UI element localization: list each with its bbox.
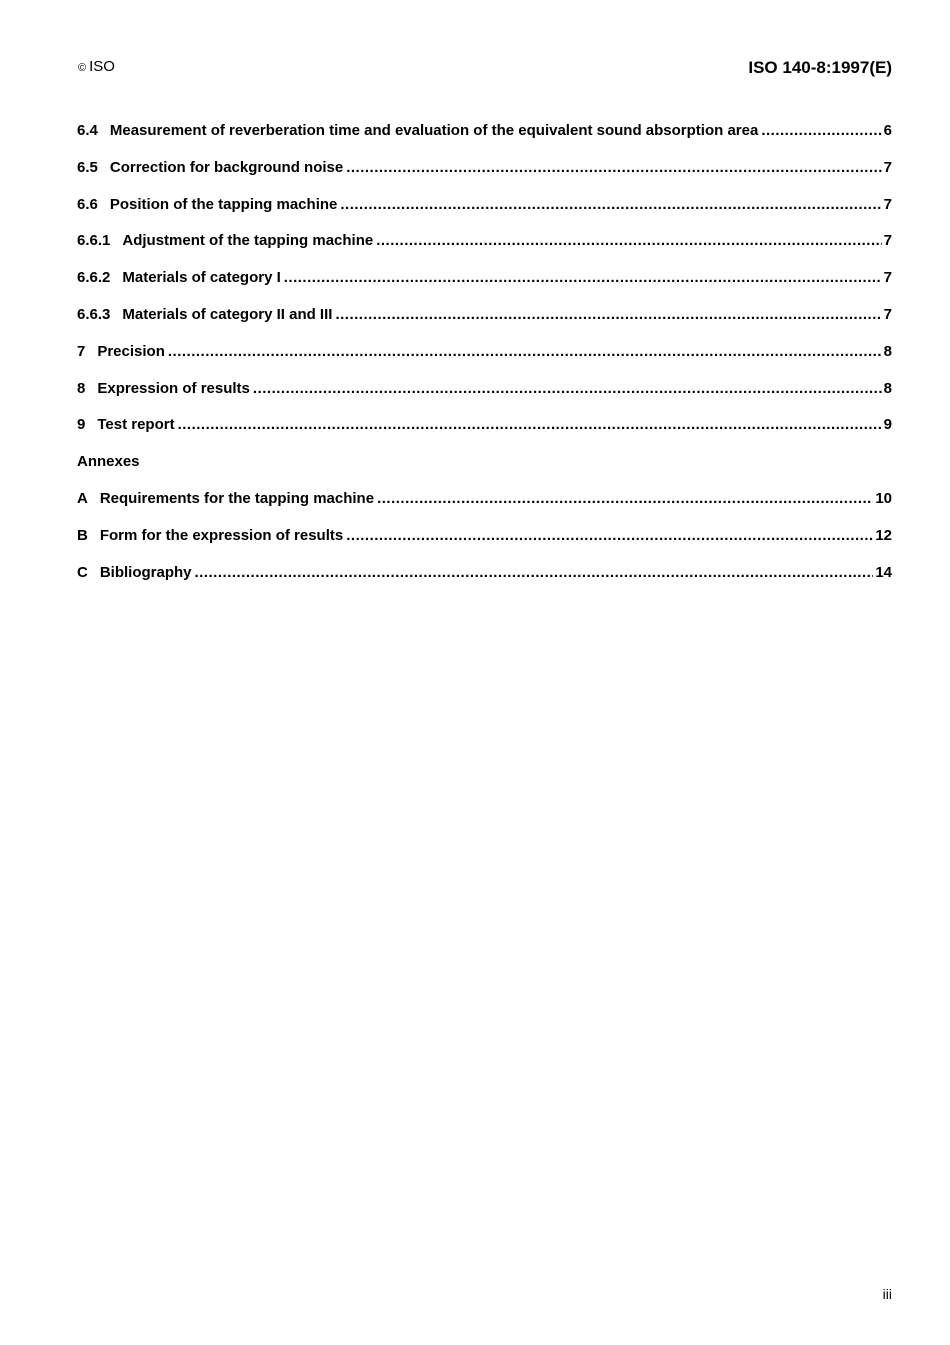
header-copyright — [78, 58, 115, 75]
toc-entry[interactable] — [77, 192, 892, 229]
toc-dot-leader — [377, 486, 873, 512]
toc-entry[interactable] — [77, 376, 892, 413]
toc-entry-page: 14 — [875, 563, 892, 581]
toc-entry-page: 8 — [883, 342, 892, 360]
toc-heading-label: Annexes — [77, 453, 140, 471]
toc-dot-leader — [178, 412, 882, 438]
toc-entry-number: C — [77, 563, 88, 581]
toc-entry-title: Form for the expression of results — [99, 526, 344, 544]
toc-entry-title: Materials of category I — [122, 269, 281, 287]
toc-entry[interactable] — [77, 523, 892, 560]
toc-entry-title: Adjustment of the tapping machine — [122, 232, 374, 250]
toc-entry-title: Test report — [97, 416, 175, 434]
toc-entry-page: 7 — [883, 232, 892, 250]
toc-entry-title: Materials of category II and III — [122, 305, 333, 323]
document-id: ISO 140-8:1997(E) — [748, 58, 892, 77]
toc-entry-page: 7 — [883, 195, 892, 213]
toc-entry-title: Correction for background noise — [109, 158, 344, 176]
toc-entry[interactable] — [77, 228, 892, 265]
toc-entry-page: 8 — [883, 379, 892, 397]
toc-entry[interactable] — [77, 155, 892, 192]
toc-entry[interactable] — [77, 265, 892, 302]
toc-entry-number: 6.5 — [77, 158, 98, 176]
table-of-contents — [77, 118, 892, 596]
toc-entry-title: Expression of results — [97, 379, 250, 397]
toc-entry-title: Requirements for the tapping machine — [99, 489, 375, 507]
toc-entry-page: 7 — [883, 158, 892, 176]
toc-entry-number: B — [77, 526, 88, 544]
toc-entry-title: Precision — [97, 342, 165, 360]
toc-entry-title: Measurement of reverberation time and evaluation of the equivalent sound absorption area — [109, 122, 759, 139]
toc-section-heading — [77, 449, 892, 486]
toc-dot-leader — [376, 228, 881, 254]
toc-dot-leader — [168, 339, 882, 365]
toc-entry[interactable] — [77, 560, 892, 597]
toc-entry-page: 12 — [875, 526, 892, 544]
toc-entry-number: 6.6.2 — [77, 269, 111, 287]
toc-entry-number: 6.6.1 — [77, 232, 111, 250]
toc-entry[interactable] — [77, 486, 892, 523]
toc-dot-leader — [346, 523, 873, 549]
toc-dot-leader — [346, 155, 881, 181]
toc-dot-leader — [195, 560, 874, 586]
toc-entry-number: 7 — [77, 342, 86, 360]
toc-dot-leader — [761, 118, 881, 144]
toc-entry-page: 7 — [883, 269, 892, 287]
toc-entry-page: 10 — [875, 489, 892, 507]
toc-dot-leader — [284, 265, 882, 291]
toc-entry[interactable] — [77, 118, 892, 155]
toc-dot-leader — [253, 376, 882, 402]
toc-entry-page: 9 — [883, 416, 892, 434]
toc-entry-number: 6.6.3 — [77, 305, 111, 323]
toc-entry[interactable] — [77, 412, 892, 449]
toc-entry[interactable] — [77, 302, 892, 339]
toc-entry-title: Bibliography — [99, 563, 192, 581]
toc-dot-leader — [335, 302, 881, 328]
toc-entry-page: 7 — [883, 305, 892, 323]
toc-entry-number: 6.4 — [77, 122, 98, 139]
toc-entry-page: 6 — [883, 122, 892, 139]
toc-entry-number: 8 — [77, 379, 86, 397]
toc-entry[interactable] — [77, 339, 892, 376]
copyright-symbol: © — [78, 62, 87, 74]
toc-entry-number: 9 — [77, 416, 86, 434]
toc-dot-leader — [340, 192, 881, 218]
toc-entry-number: 6.6 — [77, 195, 98, 213]
header-org: ISO — [89, 58, 115, 75]
toc-entry-title: Position of the tapping machine — [109, 195, 338, 213]
toc-entry-number: A — [77, 489, 88, 507]
page-number: iii — [882, 1286, 892, 1302]
